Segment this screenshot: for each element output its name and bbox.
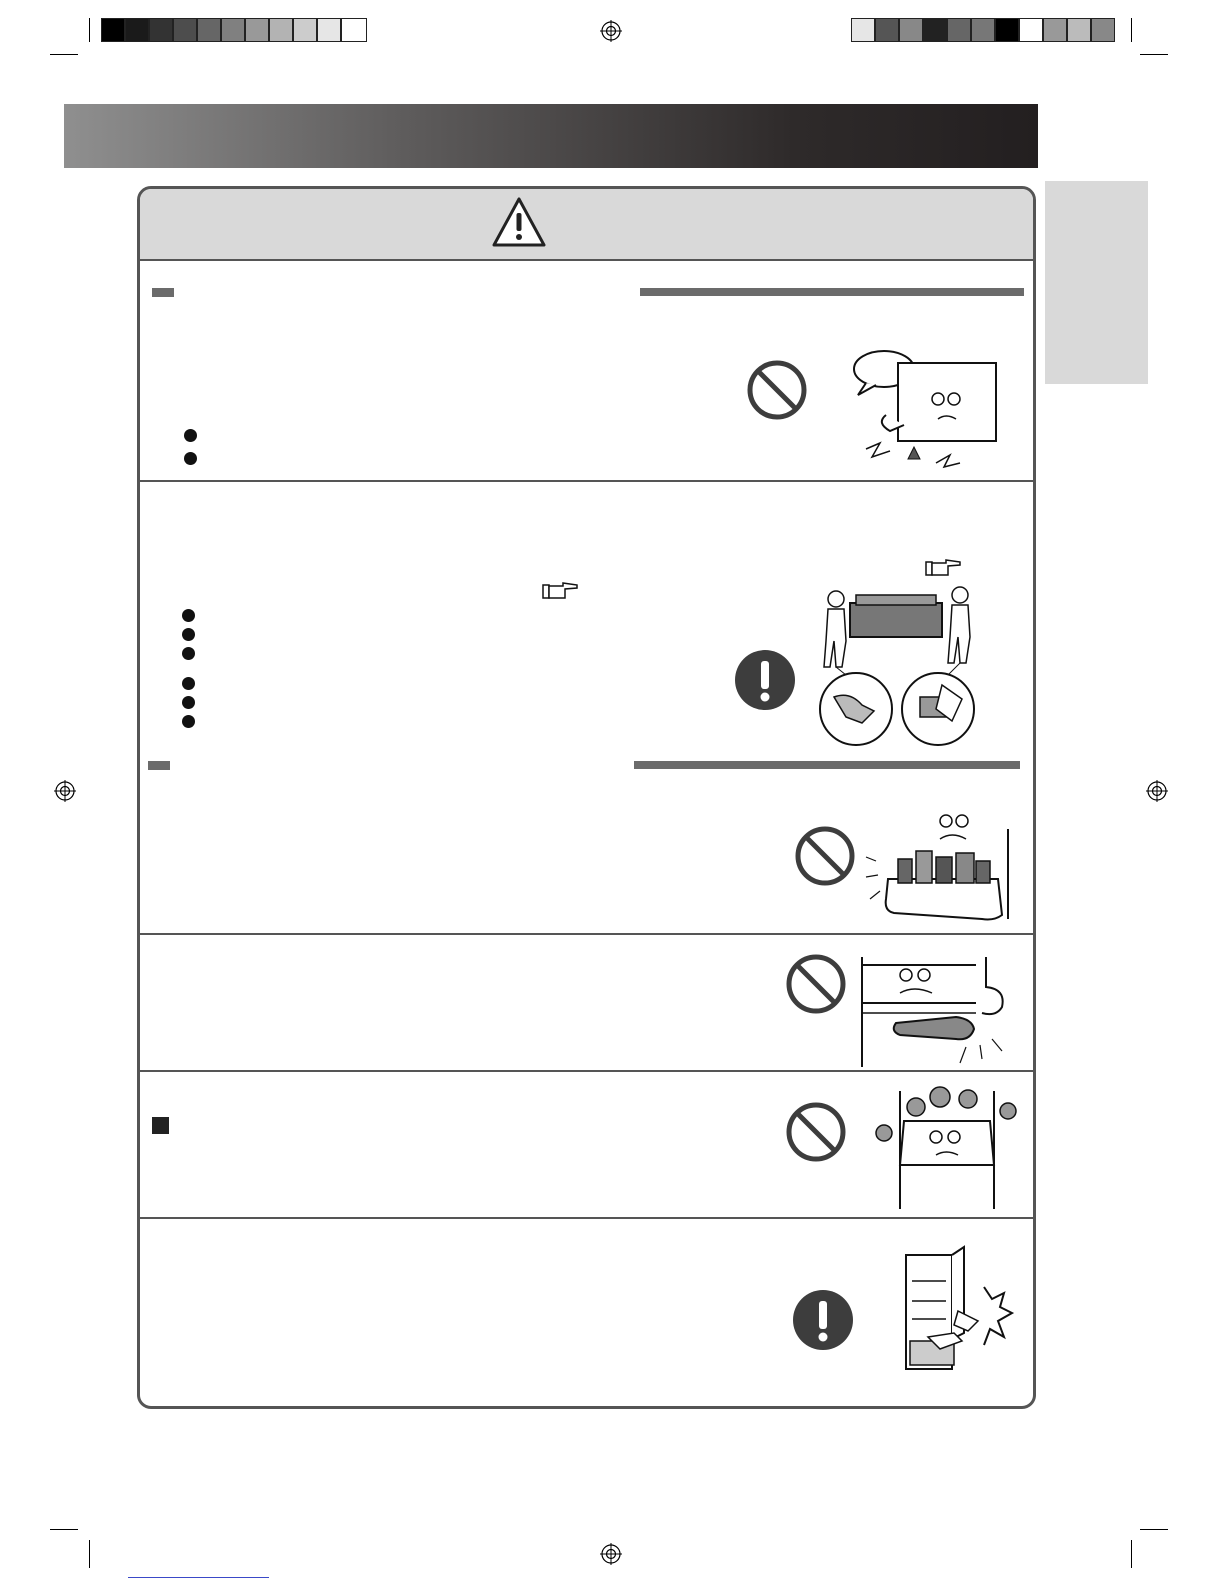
square-marker	[152, 1117, 169, 1134]
bottle-falling-from-shelf-illustration	[856, 947, 1024, 1081]
mandatory-action-icon	[792, 1289, 854, 1351]
registration-mark-icon	[600, 1543, 622, 1565]
registration-mark-icon	[600, 20, 622, 42]
items-on-top-of-fridge-illustration	[870, 1083, 1020, 1213]
warning-triangle-icon	[490, 195, 548, 249]
prohibition-icon	[794, 825, 856, 887]
section-rule	[640, 288, 1024, 296]
section-divider	[140, 1217, 1033, 1219]
section-divider	[140, 480, 1033, 482]
bullet-dot	[182, 628, 195, 641]
bullet-dot	[182, 677, 195, 690]
caution-box-header	[140, 189, 1033, 261]
caution-box	[137, 186, 1036, 1409]
page-title-banner	[64, 104, 1038, 168]
prohibition-icon	[785, 1101, 847, 1163]
registration-mark-icon	[54, 780, 76, 802]
bullet-dot	[184, 452, 197, 465]
side-index-tab	[1045, 181, 1148, 384]
footer-link-underline	[128, 1577, 269, 1578]
two-workers-carrying-fridge-illustration	[812, 581, 984, 751]
section-divider	[140, 1070, 1033, 1072]
section-marker	[148, 761, 170, 770]
bullet-dot	[182, 715, 195, 728]
registration-mark-icon	[1146, 780, 1168, 802]
bullet-dot	[182, 609, 195, 622]
pointing-hand-icon	[924, 557, 962, 579]
bullet-dot	[182, 696, 195, 709]
section-marker	[152, 288, 174, 297]
fridge-lifted-by-hand-illustration	[846, 339, 1016, 479]
section-divider	[140, 933, 1033, 935]
pointing-hand-icon	[541, 580, 579, 602]
section-rule	[634, 761, 1020, 769]
bullet-dot	[184, 429, 197, 442]
prohibition-icon	[785, 953, 847, 1015]
mandatory-action-icon	[734, 649, 796, 711]
bullet-dot	[182, 647, 195, 660]
overloaded-door-pocket-illustration	[862, 799, 1012, 929]
hand-caught-in-drawer-illustration	[888, 1241, 1016, 1381]
prohibition-icon	[746, 359, 808, 421]
